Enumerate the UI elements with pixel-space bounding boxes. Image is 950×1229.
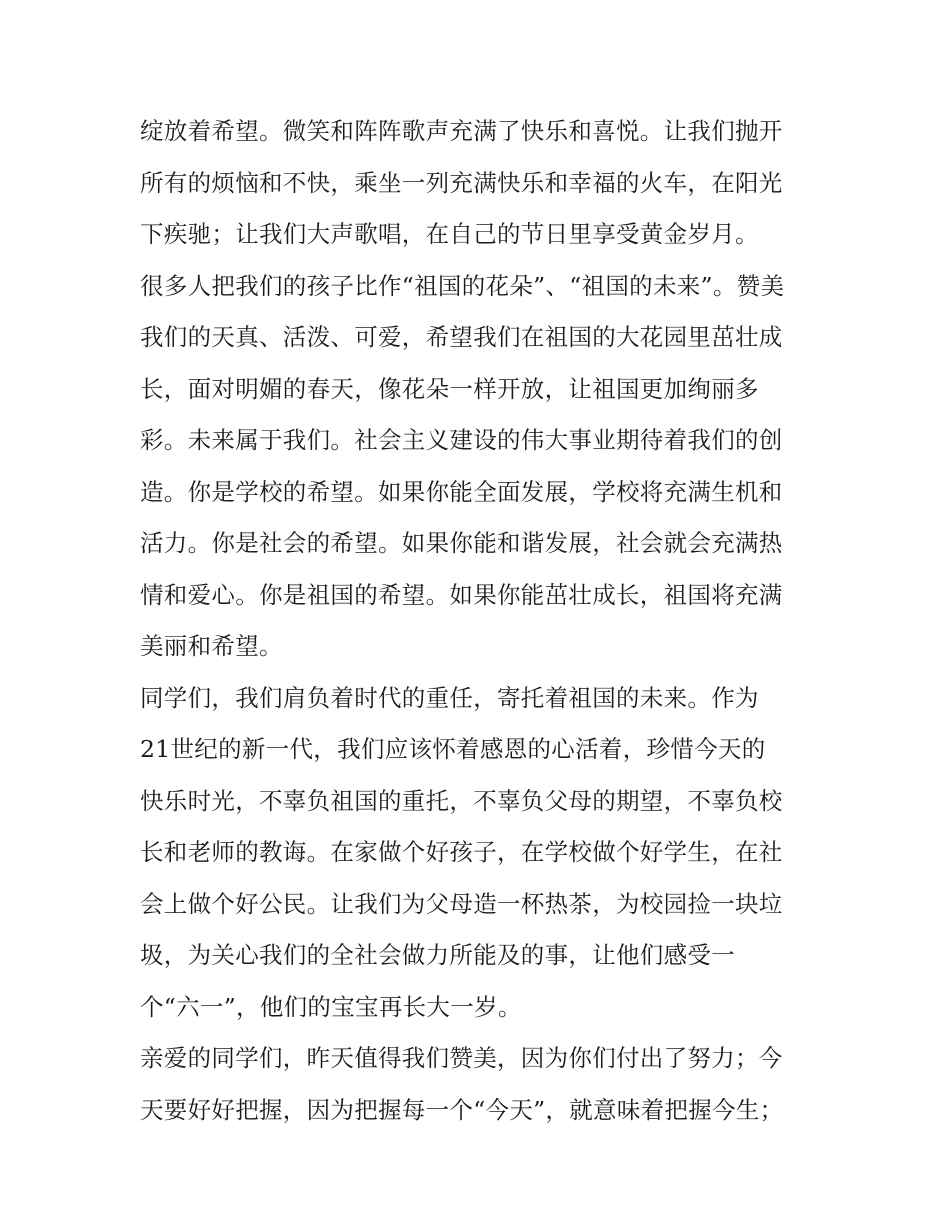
text-line: 活力。你是社会的希望。如果你能和谐发展，社会就会充满热 (140, 529, 783, 557)
text-line: 造。你是学校的希望。如果你能全面发展，学校将充满生机和 (140, 477, 783, 506)
text-line: 长和老师的教诲。在家做个好孩子，在学校做个好学生，在社 (140, 838, 783, 866)
document-body (140, 106, 830, 1136)
text-line: 美丽和希望。 (140, 632, 283, 660)
text-line: 天要好好把握，因为把握每一个“今天”，就意味着把握今生； (140, 1095, 784, 1124)
text-line: 21世纪的新一代，我们应该怀着感恩的心活着，珍惜今天的 (140, 735, 766, 763)
text-line: 会上做个好公民。让我们为父母造一杯热茶，为校园捡一块垃 (140, 889, 783, 918)
text-line: 下疾驰；让我们大声歌唱，在自己的节日里享受黄金岁月。 (140, 220, 759, 248)
text-line: 亲爱的同学们，昨天值得我们赞美，因为你们付出了努力；今 (140, 1044, 783, 1072)
text-line: 长，面对明媚的春天，像花朵一样开放，让祖国更加绚丽多 (140, 374, 759, 403)
text-line: 个“六一”，他们的宝宝再长大一岁。 (140, 992, 522, 1021)
text-line: 彩。未来属于我们。社会主义建设的伟大事业期待着我们的创 (140, 426, 783, 454)
text-line: 情和爱心。你是祖国的希望。如果你能茁壮成长，祖国将充满 (140, 580, 783, 609)
text-line: 快乐时光，不辜负祖国的重托，不辜负父母的期望，不辜负校 (140, 786, 783, 815)
text-line: 绽放着希望。微笑和阵阵歌声充满了快乐和喜悦。让我们抛开 (140, 117, 783, 145)
text-line: 我们的天真、活泼、可爱，希望我们在祖国的大花园里茁壮成 (140, 323, 783, 351)
text-line: 圾，为关心我们的全社会做力所能及的事，让他们感受一 (140, 941, 735, 969)
text-line: 所有的烦恼和不快，乘坐一列充满快乐和幸福的火车，在阳光 (140, 168, 783, 197)
text-line: 很多人把我们的孩子比作“祖国的花朵”、“祖国的未来”。赞美 (140, 271, 785, 300)
text-line: 同学们，我们肩负着时代的重任，寄托着祖国的未来。作为 (140, 683, 759, 712)
